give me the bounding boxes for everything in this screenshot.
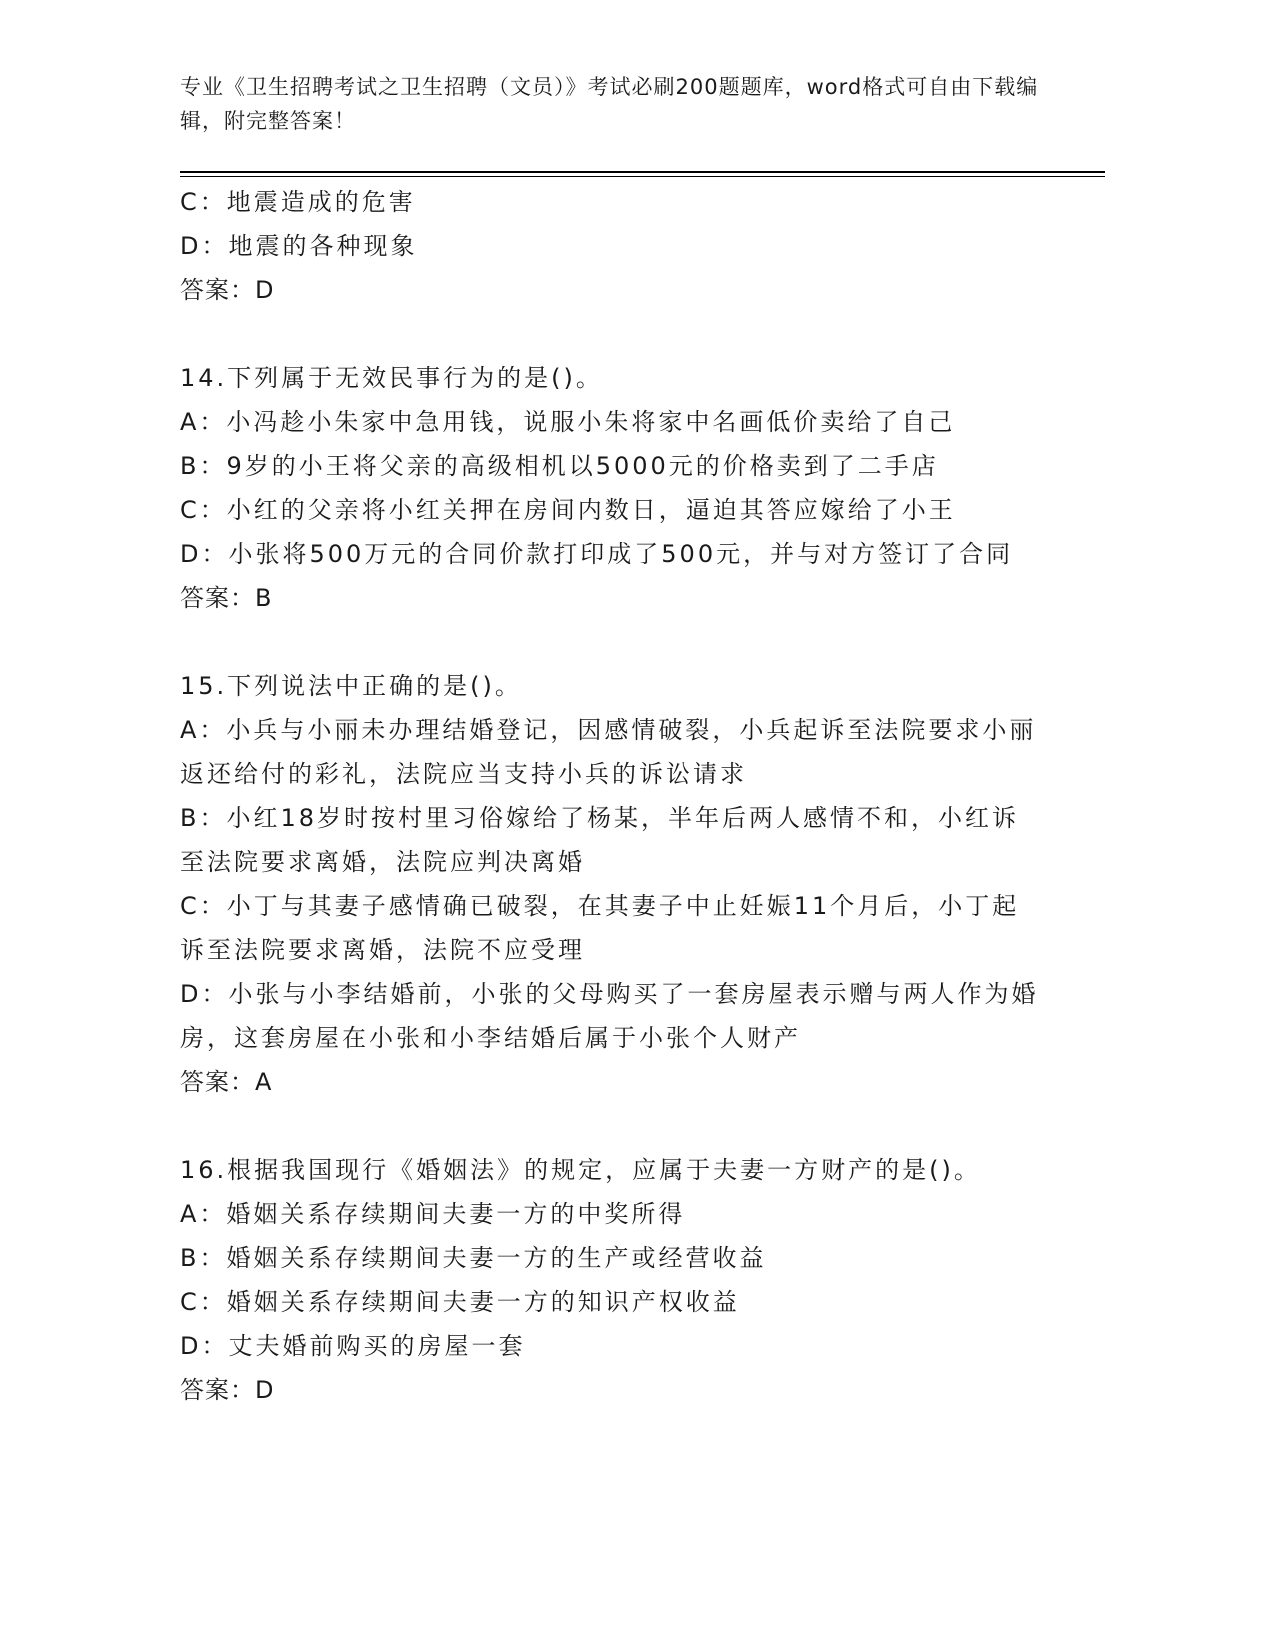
- question-14: [180, 356, 1040, 620]
- header-divider-thick: [180, 171, 1105, 173]
- answer-line: 答案：D: [180, 276, 275, 304]
- question-16: [180, 1148, 1040, 1412]
- answer-line: 答案：B: [180, 584, 273, 612]
- partial-question: [180, 180, 1040, 312]
- option-d: D：小张与小李结婚前，小张的父母购买了一套房屋表示赠与两人作为婚房，这套房屋在小张和小李结婚后属于小张个人财产: [180, 980, 1039, 1052]
- option-a: A：小兵与小丽未办理结婚登记，因感情破裂，小兵起诉至法院要求小丽返还给付的彩礼，法院应当支持小兵的诉讼请求: [180, 716, 1037, 788]
- option-c: C：地震造成的危害: [180, 188, 416, 216]
- option-a: A：婚姻关系存续期间夫妻一方的中奖所得: [180, 1200, 686, 1228]
- document-body: [180, 180, 1040, 1412]
- header-divider-thin: [180, 176, 1105, 177]
- option-d: D：地震的各种现象: [180, 232, 418, 260]
- document-header: 专业《卫生招聘考试之卫生招聘（文员）》考试必刷200题题库，word格式可自由下载编辑，附完整答案！: [180, 75, 1039, 133]
- question-stem: 16.根据我国现行《婚姻法》的规定，应属于夫妻一方财产的是()。: [180, 1156, 981, 1184]
- question-15: [180, 664, 1040, 1104]
- question-stem: 15.下列说法中正确的是()。: [180, 672, 522, 700]
- option-c: C：小红的父亲将小红关押在房间内数日，逼迫其答应嫁给了小王: [180, 496, 956, 524]
- option-d: D：丈夫婚前购买的房屋一套: [180, 1332, 526, 1360]
- answer-line: 答案：D: [180, 1376, 275, 1404]
- option-a: A：小冯趁小朱家中急用钱，说服小朱将家中名画低价卖给了自己: [180, 408, 956, 436]
- option-d: D：小张将500万元的合同价款打印成了500元，并与对方签订了合同: [180, 540, 1014, 568]
- option-b: B：婚姻关系存续期间夫妻一方的生产或经营收益: [180, 1244, 767, 1272]
- option-b: B：小红18岁时按村里习俗嫁给了杨某，半年后两人感情不和，小红诉至法院要求离婚，法院应判决离婚: [180, 804, 1020, 876]
- option-c: C：婚姻关系存续期间夫妻一方的知识产权收益: [180, 1288, 740, 1316]
- answer-line: 答案：A: [180, 1068, 273, 1096]
- option-c: C：小丁与其妻子感情确已破裂，在其妻子中止妊娠11个月后，小丁起诉至法院要求离婚，法院不应受理: [180, 892, 1020, 964]
- question-stem: 14.下列属于无效民事行为的是()。: [180, 364, 603, 392]
- option-b: B：9岁的小王将父亲的高级相机以5000元的价格卖到了二手店: [180, 452, 939, 480]
